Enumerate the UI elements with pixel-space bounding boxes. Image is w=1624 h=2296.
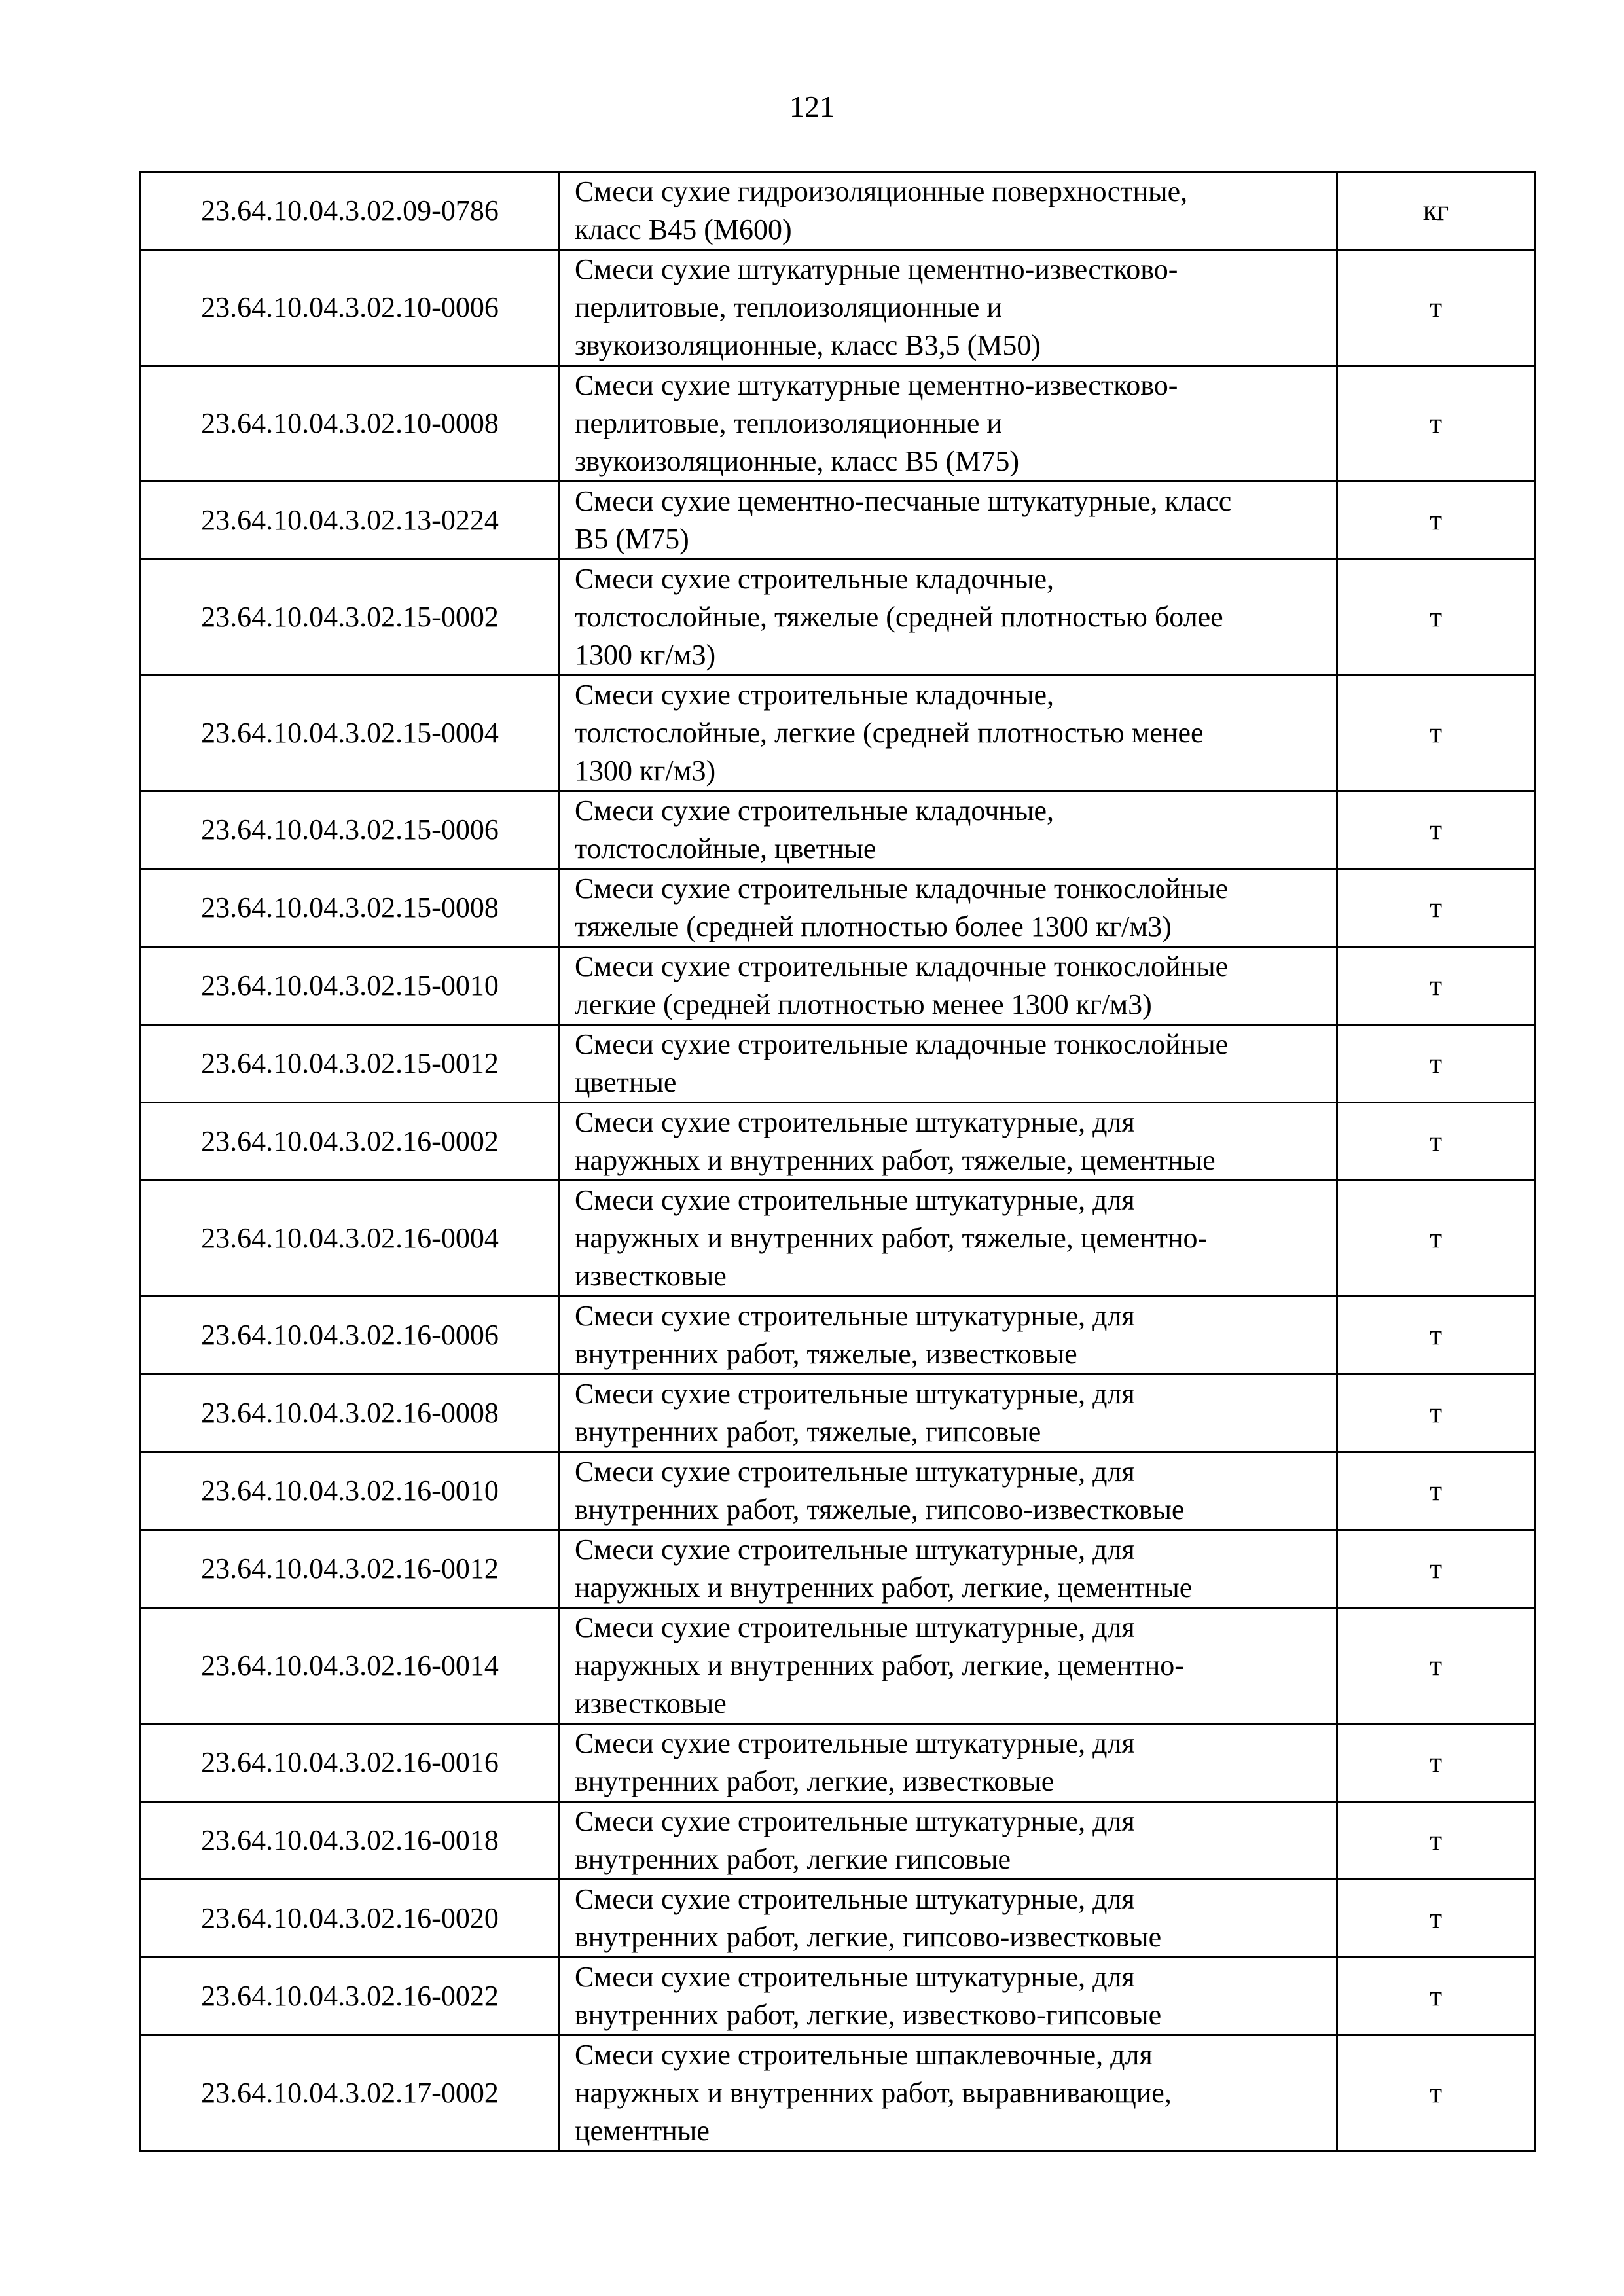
resource-description-cell: Смеси сухие строительные штукатурные, для внутренних работ, тяжелые, гипсовые xyxy=(560,1374,1337,1452)
resource-description-cell: Смеси сухие строительные штукатурные, для внутренних работ, легкие, известковые xyxy=(560,1724,1337,1802)
resource-code-cell: 23.64.10.04.3.02.16-0018 xyxy=(141,1802,560,1880)
page-number: 121 xyxy=(789,90,835,123)
table-row xyxy=(141,172,1535,250)
resource-description-cell: Смеси сухие строительные штукатурные, для наружных и внутренних работ, легкие, цементные xyxy=(560,1530,1337,1608)
resource-code-cell: 23.64.10.04.3.02.15-0004 xyxy=(141,675,560,791)
resource-description-cell: Смеси сухие строительные кладочные, толстослойные, цветные xyxy=(560,791,1337,869)
resource-description-cell: Смеси сухие строительные штукатурные, для внутренних работ, тяжелые, известковые xyxy=(560,1297,1337,1374)
resource-description-cell: Смеси сухие строительные кладочные, толстослойные, тяжелые (средней плотностью более 1300 кг/м3) xyxy=(560,560,1337,675)
resource-code-cell: 23.64.10.04.3.02.15-0008 xyxy=(141,869,560,947)
table-row xyxy=(141,1802,1535,1880)
resource-code-cell: 23.64.10.04.3.02.16-0004 xyxy=(141,1181,560,1297)
unit-cell: т xyxy=(1337,1608,1535,1724)
table-row xyxy=(141,1181,1535,1297)
table-row xyxy=(141,675,1535,791)
resource-description-cell: Смеси сухие строительные штукатурные, для внутренних работ, легкие гипсовые xyxy=(560,1802,1337,1880)
resource-description-cell: Смеси сухие строительные штукатурные, для наружных и внутренних работ, тяжелые, цементно- известковые xyxy=(560,1181,1337,1297)
unit-cell: т xyxy=(1337,1025,1535,1103)
resource-description-cell: Смеси сухие строительные кладочные тонкослойные цветные xyxy=(560,1025,1337,1103)
resource-code-cell: 23.64.10.04.3.02.16-0014 xyxy=(141,1608,560,1724)
table-row xyxy=(141,1724,1535,1802)
resource-code-cell: 23.64.10.04.3.02.15-0010 xyxy=(141,947,560,1025)
unit-cell: т xyxy=(1337,947,1535,1025)
resource-code-cell: 23.64.10.04.3.02.15-0002 xyxy=(141,560,560,675)
unit-cell: т xyxy=(1337,1802,1535,1880)
resource-code-cell: 23.64.10.04.3.02.15-0012 xyxy=(141,1025,560,1103)
table-row xyxy=(141,947,1535,1025)
resource-code-cell: 23.64.10.04.3.02.16-0022 xyxy=(141,1958,560,2036)
resource-code-cell: 23.64.10.04.3.02.16-0016 xyxy=(141,1724,560,1802)
resource-code-cell: 23.64.10.04.3.02.16-0020 xyxy=(141,1880,560,1958)
unit-cell: т xyxy=(1337,1103,1535,1181)
unit-cell: т xyxy=(1337,869,1535,947)
resource-description-cell: Смеси сухие строительные штукатурные, для внутренних работ, тяжелые, гипсово-известковые xyxy=(560,1452,1337,1530)
resource-description-cell: Смеси сухие строительные штукатурные, для внутренних работ, легкие, известково-гипсовые xyxy=(560,1958,1337,2036)
unit-cell: т xyxy=(1337,1530,1535,1608)
table-row xyxy=(141,1103,1535,1181)
unit-cell: т xyxy=(1337,1181,1535,1297)
table-row xyxy=(141,1374,1535,1452)
unit-cell: т xyxy=(1337,366,1535,482)
resource-description-cell: Смеси сухие цементно-песчаные штукатурные, класс В5 (М75) xyxy=(560,482,1337,560)
resource-description-cell: Смеси сухие строительные шпаклевочные, для наружных и внутренних работ, выравнивающие, цементные xyxy=(560,2036,1337,2151)
table-row xyxy=(141,791,1535,869)
unit-cell: т xyxy=(1337,1374,1535,1452)
unit-cell: т xyxy=(1337,560,1535,675)
table-row xyxy=(141,1880,1535,1958)
resource-code-cell: 23.64.10.04.3.02.15-0006 xyxy=(141,791,560,869)
unit-cell: т xyxy=(1337,675,1535,791)
unit-cell: т xyxy=(1337,1452,1535,1530)
unit-cell: т xyxy=(1337,250,1535,366)
unit-cell: т xyxy=(1337,1724,1535,1802)
materials-table xyxy=(139,171,1536,2152)
table-row xyxy=(141,366,1535,482)
resource-description-cell: Смеси сухие штукатурные цементно-известково- перлитовые, теплоизоляционные и звукоизоляционные, класс В5 (М75) xyxy=(560,366,1337,482)
resource-code-cell: 23.64.10.04.3.02.16-0012 xyxy=(141,1530,560,1608)
table-row xyxy=(141,869,1535,947)
table-row xyxy=(141,1958,1535,2036)
table-row xyxy=(141,2036,1535,2151)
unit-cell: т xyxy=(1337,482,1535,560)
unit-cell: т xyxy=(1337,1880,1535,1958)
resource-description-cell: Смеси сухие строительные кладочные, толстослойные, легкие (средней плотностью менее 1300 кг/м3) xyxy=(560,675,1337,791)
resource-description-cell: Смеси сухие строительные кладочные тонкослойные легкие (средней плотностью менее 1300 кг/м3) xyxy=(560,947,1337,1025)
resource-description-cell: Смеси сухие строительные кладочные тонкослойные тяжелые (средней плотностью более 1300 кг/м3) xyxy=(560,869,1337,947)
resource-code-cell: 23.64.10.04.3.02.17-0002 xyxy=(141,2036,560,2151)
resource-description-cell: Смеси сухие штукатурные цементно-известково- перлитовые, теплоизоляционные и звукоизоляционные, класс В3,5 (М50) xyxy=(560,250,1337,366)
resource-code-cell: 23.64.10.04.3.02.10-0006 xyxy=(141,250,560,366)
resource-code-cell: 23.64.10.04.3.02.09-0786 xyxy=(141,172,560,250)
resource-code-cell: 23.64.10.04.3.02.16-0006 xyxy=(141,1297,560,1374)
resource-code-cell: 23.64.10.04.3.02.16-0002 xyxy=(141,1103,560,1181)
resource-description-cell: Смеси сухие гидроизоляционные поверхностные, класс В45 (М600) xyxy=(560,172,1337,250)
unit-cell: кг xyxy=(1337,172,1535,250)
table-row xyxy=(141,1297,1535,1374)
table-row xyxy=(141,1530,1535,1608)
unit-cell: т xyxy=(1337,791,1535,869)
unit-cell: т xyxy=(1337,1297,1535,1374)
unit-cell: т xyxy=(1337,1958,1535,2036)
table-body xyxy=(141,172,1535,2151)
resource-description-cell: Смеси сухие строительные штукатурные, для наружных и внутренних работ, тяжелые, цементные xyxy=(560,1103,1337,1181)
resource-code-cell: 23.64.10.04.3.02.10-0008 xyxy=(141,366,560,482)
table-row xyxy=(141,1452,1535,1530)
table-row xyxy=(141,1608,1535,1724)
table-row xyxy=(141,482,1535,560)
resource-code-cell: 23.64.10.04.3.02.16-0010 xyxy=(141,1452,560,1530)
resource-code-cell: 23.64.10.04.3.02.16-0008 xyxy=(141,1374,560,1452)
resource-description-cell: Смеси сухие строительные штукатурные, для наружных и внутренних работ, легкие, цементно- известковые xyxy=(560,1608,1337,1724)
resource-code-cell: 23.64.10.04.3.02.13-0224 xyxy=(141,482,560,560)
resource-description-cell: Смеси сухие строительные штукатурные, для внутренних работ, легкие, гипсово-известковые xyxy=(560,1880,1337,1958)
table-row xyxy=(141,1025,1535,1103)
unit-cell: т xyxy=(1337,2036,1535,2151)
table-row xyxy=(141,250,1535,366)
table-row xyxy=(141,560,1535,675)
